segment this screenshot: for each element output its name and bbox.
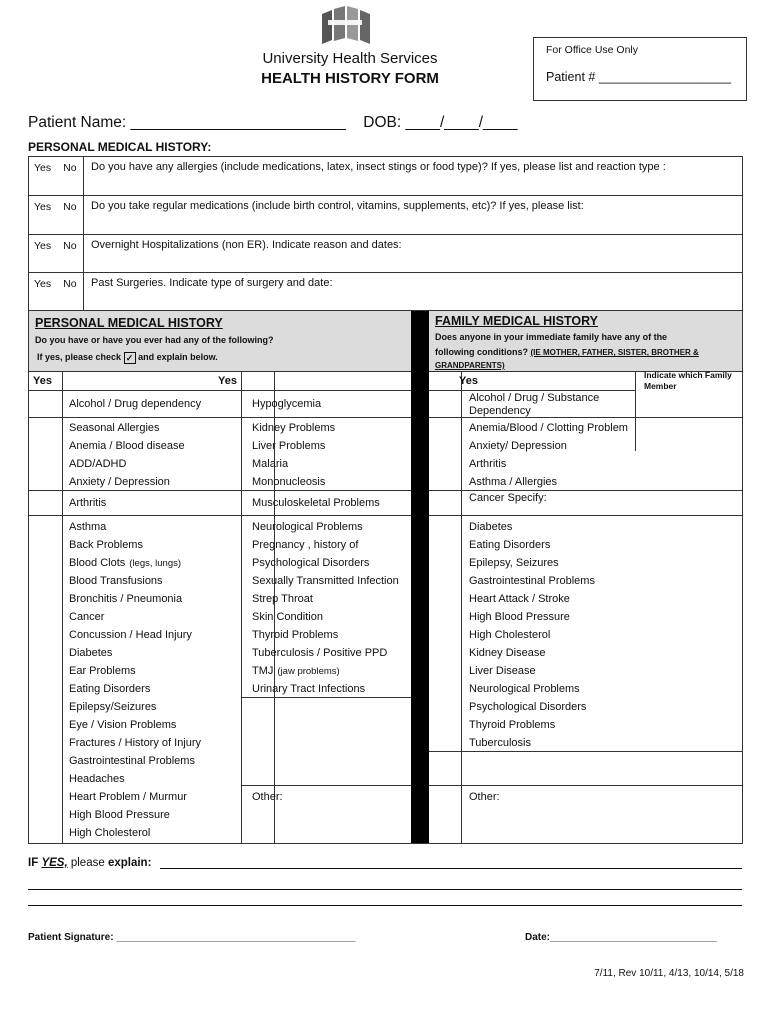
condition-item	[252, 476, 325, 488]
condition-item	[69, 476, 170, 488]
family-condition-item: Neurological Problems	[469, 683, 580, 695]
condition-label: Musculoskeletal Problems	[252, 497, 380, 509]
family-checkbox-cell[interactable]	[429, 717, 461, 734]
instruction-text: If yes, please check	[37, 352, 122, 362]
family-checkbox-cell[interactable]	[429, 490, 461, 507]
explain-prefix: IF	[28, 857, 39, 869]
condition-label: TMJ	[252, 665, 274, 677]
personal-other-field[interactable]: Other:	[252, 791, 283, 803]
condition-label: Arthritis	[69, 497, 107, 509]
condition-label: Concussion / Head Injury	[69, 629, 192, 641]
checkbox-cell[interactable]	[29, 735, 62, 752]
explain-please: please	[67, 857, 108, 869]
indicate-family-member-header: Indicate which Family Member	[644, 370, 732, 391]
condition-label: ADD/ADHD	[69, 458, 127, 470]
family-condition-item: Psychological Disorders	[469, 701, 587, 713]
condition-item	[69, 629, 192, 641]
condition-item	[69, 575, 163, 587]
family-condition-item: Anemia/Blood / Clotting Problem	[469, 422, 628, 434]
condition-item	[69, 398, 201, 410]
family-checkbox-cell[interactable]	[429, 735, 461, 752]
condition-label: Ear Problems	[69, 665, 136, 677]
condition-label: High Blood Pressure	[69, 809, 170, 821]
family-condition-item: Cancer Specify:	[469, 492, 547, 504]
condition-note: (jaw problems)	[277, 666, 340, 677]
family-condition-item: Asthma / Allergies	[469, 476, 558, 488]
condition-item	[69, 791, 187, 803]
form-title: HEALTH HISTORY FORM	[261, 70, 439, 87]
grid-vline	[62, 371, 63, 843]
family-checkbox-cell[interactable]	[429, 456, 461, 473]
yes-option[interactable]: Yes	[34, 277, 52, 290]
family-checkbox-cell[interactable]	[429, 519, 461, 536]
family-condition-item: Thyroid Problems	[469, 719, 556, 731]
family-subtitle: Does anyone in your immediate family have any of the	[435, 332, 668, 342]
family-checkbox-cell[interactable]	[429, 537, 461, 554]
family-condition-item: High Cholesterol	[469, 629, 551, 641]
condition-label: Fractures / History of Injury	[69, 737, 202, 749]
checkbox-cell[interactable]	[29, 663, 62, 680]
family-condition-item: Tuberculosis	[469, 737, 531, 749]
condition-item	[252, 521, 363, 533]
condition-label: Cancer	[69, 611, 105, 623]
no-option[interactable]: No	[63, 277, 77, 290]
condition-label: Sexually Transmitted Infection	[252, 575, 399, 587]
grid-hline	[429, 751, 742, 752]
checkmark-icon: ✓	[124, 352, 136, 364]
explain-line[interactable]	[28, 857, 151, 869]
condition-item	[69, 440, 185, 452]
condition-label: Seasonal Allergies	[69, 422, 160, 434]
question-row	[29, 157, 742, 195]
condition-label: Strep Throat	[252, 593, 313, 605]
instruction-text-end: and explain below.	[138, 352, 218, 362]
family-condition-item: Gastrointestinal Problems	[469, 575, 595, 587]
grid-hline	[429, 515, 742, 516]
condition-item	[69, 458, 126, 470]
condition-label: Kidney Problems	[252, 422, 336, 434]
condition-item	[69, 827, 150, 839]
family-checkbox-cell[interactable]	[429, 663, 461, 680]
condition-label: Psychological Disorders	[252, 557, 370, 569]
condition-label: Thyroid Problems	[252, 629, 339, 641]
no-option[interactable]: No	[63, 162, 77, 174]
checkbox-cell[interactable]	[29, 627, 62, 644]
revision-text: 7/11, Rev 10/11, 4/13, 10/14, 5/18	[594, 968, 744, 979]
condition-label: Back Problems	[69, 539, 143, 551]
condition-item	[69, 557, 181, 569]
condition-item	[69, 647, 112, 659]
office-use-label: For Office Use Only	[546, 44, 638, 56]
yes-no-cell[interactable]	[29, 235, 84, 273]
checkbox-cell[interactable]	[29, 519, 62, 536]
family-checkbox-cell[interactable]	[429, 681, 461, 698]
family-checkbox-cell[interactable]	[429, 420, 461, 437]
yes-header-col2: Yes	[218, 375, 237, 387]
personal-section-title: PERSONAL MEDICAL HISTORY	[35, 316, 223, 330]
condition-item	[252, 611, 323, 623]
family-checkbox-cell[interactable]	[429, 699, 461, 716]
checkbox-cell[interactable]	[29, 591, 62, 608]
questions-table	[28, 156, 743, 311]
condition-item	[69, 773, 125, 785]
family-condition-item: Kidney Disease	[469, 647, 546, 659]
condition-label: Blood Transfusions	[69, 575, 163, 587]
family-section-title: FAMILY MEDICAL HISTORY	[435, 314, 598, 328]
condition-item	[69, 755, 195, 767]
yes-option[interactable]: Yes	[34, 201, 52, 214]
checkbox-cell[interactable]	[29, 396, 62, 413]
patient-number-field[interactable]: Patient # ___________________	[546, 70, 731, 84]
checkbox-cell[interactable]	[29, 420, 62, 437]
condition-label: Asthma	[69, 521, 107, 533]
yes-option[interactable]: Yes	[34, 239, 52, 252]
condition-label: Urinary Tract Infections	[252, 683, 366, 695]
patient-name-dob-line[interactable]: Patient Name: _________________________ DOB: ____/____/____	[28, 114, 518, 131]
condition-label: High Cholesterol	[69, 827, 151, 839]
question-row	[29, 272, 742, 311]
yes-option[interactable]: Yes	[34, 162, 52, 174]
condition-label: Eye / Vision Problems	[69, 719, 177, 731]
family-checkbox-cell[interactable]	[429, 438, 461, 455]
checkbox-cell[interactable]	[29, 609, 62, 626]
explain-label: explain:	[107, 857, 152, 869]
checkbox-cell[interactable]	[29, 573, 62, 590]
family-subtitle-2	[435, 346, 735, 372]
condition-label: Mononucleosis	[252, 476, 326, 488]
condition-label: Skin Condition	[252, 611, 323, 623]
family-checkbox-cell[interactable]	[429, 573, 461, 590]
checkbox-cell[interactable]	[29, 456, 62, 473]
condition-item	[69, 719, 176, 731]
condition-label: Bronchitis / Pneumonia	[69, 593, 183, 605]
checkbox-cell[interactable]	[29, 474, 62, 491]
condition-note: (legs, lungs)	[129, 558, 182, 569]
condition-item	[252, 647, 387, 659]
family-checkbox-cell[interactable]	[429, 645, 461, 662]
checkbox-cell[interactable]	[29, 807, 62, 824]
condition-item	[69, 521, 106, 533]
checkbox-cell[interactable]	[29, 495, 62, 512]
grid-hline	[29, 490, 411, 491]
grid-hline	[429, 785, 742, 786]
no-option[interactable]: No	[63, 201, 77, 214]
family-subtitle-text: following conditions?	[435, 347, 528, 357]
grid-hline	[241, 785, 411, 786]
family-checkbox-cell[interactable]	[429, 474, 461, 491]
checkbox-cell[interactable]	[29, 771, 62, 788]
question-row	[29, 195, 742, 234]
condition-item	[69, 701, 156, 713]
uhs-logo-icon	[318, 4, 372, 46]
question-text: Past Surgeries. Indicate type of surgery and date:	[91, 276, 333, 289]
family-other-field[interactable]: Other:	[469, 791, 500, 803]
condition-item	[69, 497, 106, 509]
yes-no-cell[interactable]	[29, 196, 84, 234]
office-use-box	[533, 37, 747, 101]
condition-item	[69, 665, 136, 677]
condition-label: Tuberculosis / Positive PPD	[252, 647, 388, 659]
checkbox-cell[interactable]	[29, 681, 62, 698]
condition-item	[252, 575, 399, 587]
condition-item	[69, 611, 104, 623]
condition-item	[69, 422, 160, 434]
grid-hline	[29, 515, 411, 516]
question-text: Do you take regular medications (include birth control, vitamins, supplements, etc)? If yes, please list:	[91, 200, 584, 213]
condition-label: Eating Disorders	[69, 683, 151, 695]
condition-label: Anemia / Blood disease	[69, 440, 185, 452]
condition-item	[252, 557, 369, 569]
checkbox-cell[interactable]	[29, 438, 62, 455]
checkbox-cell[interactable]	[29, 789, 62, 806]
checkbox-cell[interactable]	[29, 717, 62, 734]
condition-item	[252, 398, 321, 410]
condition-item	[69, 809, 170, 821]
family-condition-item: Diabetes	[469, 521, 513, 533]
condition-label: Anxiety / Depression	[69, 476, 170, 488]
grid-hline	[29, 417, 411, 418]
condition-item	[69, 539, 143, 551]
personal-history-heading: PERSONAL MEDICAL HISTORY:	[28, 140, 212, 154]
family-checkbox-cell[interactable]	[429, 591, 461, 608]
family-condition-item: Eating Disorders	[469, 539, 551, 551]
family-checkbox-cell[interactable]	[429, 390, 461, 407]
condition-item	[252, 440, 325, 452]
family-checkbox-cell[interactable]	[429, 627, 461, 644]
family-relations-note: (IE MOTHER, FATHER, SISTER, BROTHER & GRANDPARENTS)	[435, 348, 699, 370]
date-field[interactable]: Date:______________________________	[525, 932, 717, 943]
grid-vline	[461, 371, 462, 843]
condition-item	[252, 497, 380, 509]
condition-label: Pregnancy , history of	[252, 539, 359, 551]
explain-fill-line-3[interactable]	[28, 905, 742, 906]
personal-instruction	[37, 351, 218, 364]
condition-item	[252, 539, 358, 551]
condition-item	[252, 629, 338, 641]
condition-label: Heart Problem / Murmur	[69, 791, 187, 803]
family-condition-item: Alcohol / Drug / Substance Dependency	[469, 392, 600, 417]
checkbox-cell[interactable]	[29, 699, 62, 716]
question-row	[29, 234, 742, 273]
signature-field[interactable]: Patient Signature: ___________________________________________	[28, 932, 356, 943]
condition-item	[69, 593, 182, 605]
family-checkbox-cell[interactable]	[429, 609, 461, 626]
condition-item	[252, 593, 313, 605]
family-condition-item: Heart Attack / Stroke	[469, 593, 570, 605]
family-condition-item: Anxiety/ Depression	[469, 440, 567, 452]
no-option[interactable]: No	[63, 239, 77, 252]
yes-header-col1: Yes	[33, 375, 52, 387]
condition-label: Malaria	[252, 458, 289, 470]
personal-subtitle: Do you have or have you ever had any of the following?	[35, 335, 274, 345]
family-condition-item: Epilepsy, Seizures	[469, 557, 559, 569]
history-grid	[28, 310, 743, 844]
grid-vline	[635, 371, 636, 451]
condition-label: Diabetes	[69, 647, 113, 659]
explain-fill-line-1[interactable]	[160, 868, 742, 869]
family-checkbox-cell[interactable]	[429, 555, 461, 572]
condition-label: Liver Problems	[252, 440, 326, 452]
grid-hline	[29, 371, 411, 372]
condition-item	[69, 683, 150, 695]
condition-item	[252, 665, 340, 677]
question-text: Overnight Hospitalizations (non ER). Indicate reason and dates:	[91, 238, 402, 251]
org-name: University Health Services	[262, 50, 438, 67]
condition-label: Blood Clots	[69, 557, 126, 569]
family-condition-item: Arthritis	[469, 458, 507, 470]
condition-item	[252, 458, 288, 470]
condition-item	[252, 422, 335, 434]
checkbox-cell[interactable]	[29, 753, 62, 770]
condition-label: Epilepsy/Seizures	[69, 701, 157, 713]
checkbox-cell[interactable]	[29, 825, 62, 842]
yes-no-cell[interactable]	[29, 273, 84, 311]
condition-item	[252, 683, 365, 695]
condition-label: Gastrointestinal Problems	[69, 755, 195, 767]
explain-fill-line-2[interactable]	[28, 889, 742, 890]
checkbox-cell[interactable]	[29, 555, 62, 572]
checkbox-cell[interactable]	[29, 645, 62, 662]
explain-yes: YES,	[41, 857, 68, 869]
family-condition-item: Liver Disease	[469, 665, 536, 677]
condition-label: Neurological Problems	[252, 521, 363, 533]
condition-label: Hypoglycemia	[252, 398, 322, 410]
yes-header-family: Yes	[459, 375, 478, 387]
column-divider-bar	[411, 311, 429, 843]
checkbox-cell[interactable]	[29, 537, 62, 554]
question-text: Do you have any allergies (include medications, latex, insect stings or food type)? If yes, please list and reaction type :	[91, 161, 666, 173]
yes-no-cell[interactable]	[29, 157, 84, 195]
grid-hline	[429, 490, 742, 491]
condition-item	[69, 737, 201, 749]
condition-label: Headaches	[69, 773, 125, 785]
grid-hline	[29, 390, 411, 391]
condition-label: Alcohol / Drug dependency	[69, 398, 202, 410]
family-condition-item: High Blood Pressure	[469, 611, 570, 623]
